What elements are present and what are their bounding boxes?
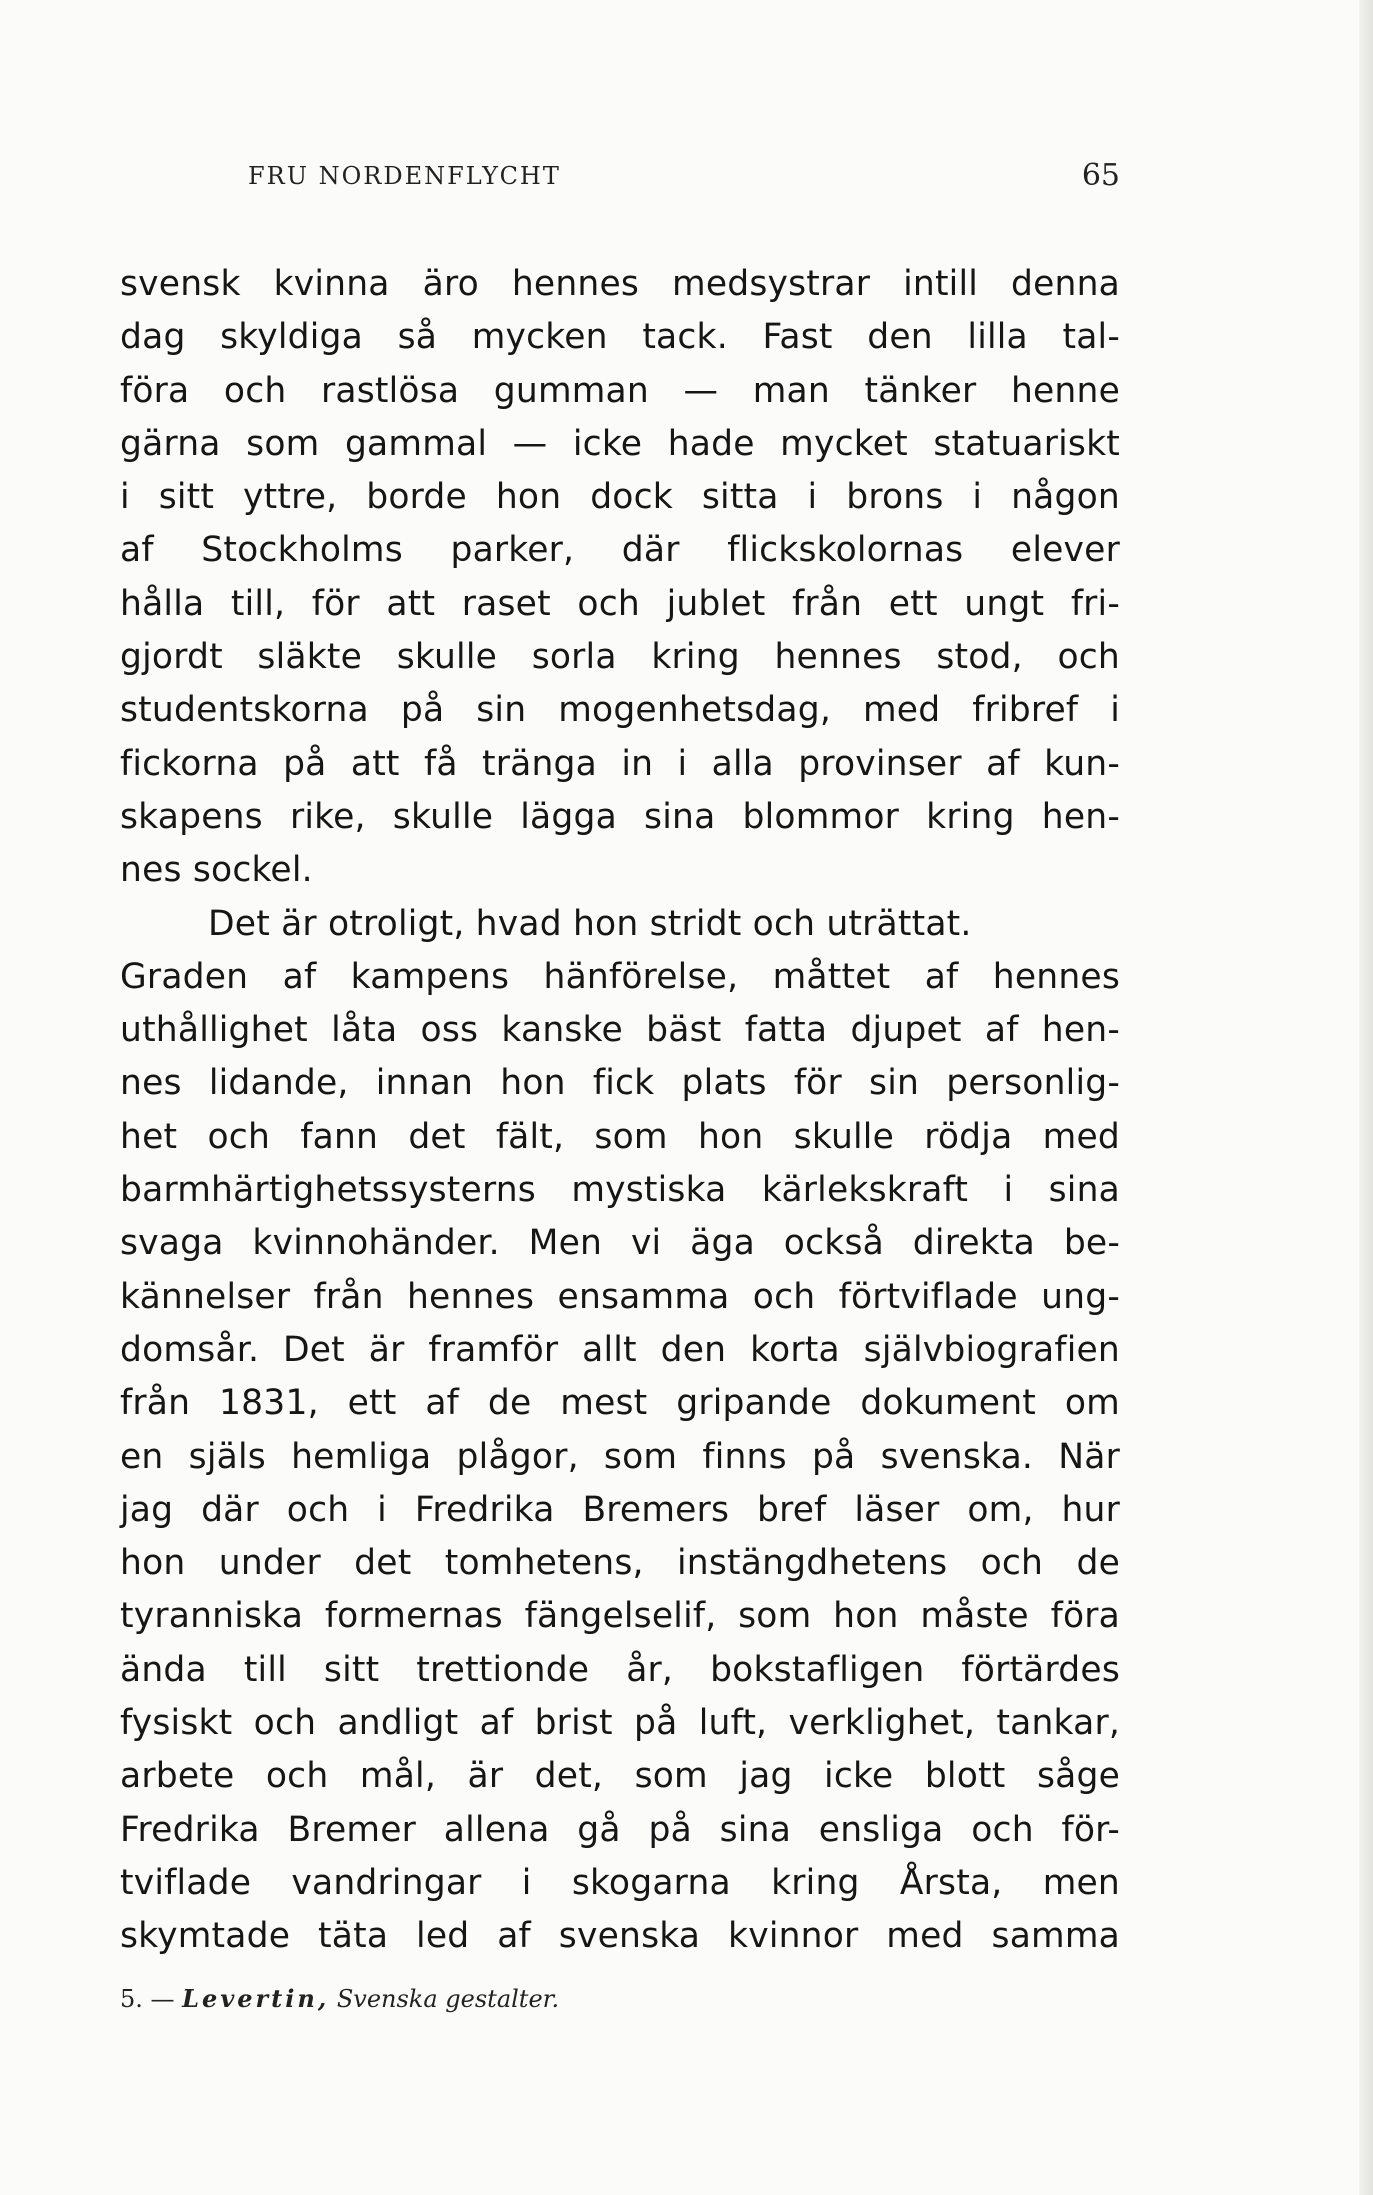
running-header: [120, 158, 1120, 198]
text-line: svaga kvinnohänder. Men vi äga också direkta be-: [120, 1223, 1120, 1264]
signature-footer: [120, 1984, 559, 2013]
text-line: studentskorna på sin mogenhetsdag, med fribref i: [120, 690, 1120, 731]
text-line: het och fann det fält, som hon skulle rödja med: [120, 1116, 1120, 1157]
text-line: en själs hemliga plågor, som finns på svenska. När: [120, 1436, 1120, 1477]
text-line: kännelser från hennes ensamma och förtviflade ung-: [120, 1276, 1120, 1317]
signature-mark: 5. —: [120, 1985, 175, 2013]
text-line: af Stockholms parker, där flickskolornas elever: [120, 530, 1120, 571]
text-line: domsår. Det är framför allt den korta självbiografien: [120, 1329, 1120, 1370]
text-line: gjordt släkte skulle sorla kring hennes stod, och: [120, 637, 1120, 678]
page-number: 65: [1081, 158, 1120, 193]
text-line: jag där och i Fredrika Bremers bref läser om, hur: [120, 1489, 1120, 1530]
text-line: arbete och mål, är det, som jag icke blott såge: [120, 1756, 1120, 1797]
running-title: FRU NORDENFLYCHT: [248, 162, 561, 190]
text-line: fysiskt och andligt af brist på luft, verklighet, tankar,: [120, 1703, 1120, 1744]
text-line: barmhärtighetssysterns mystiska kärlekskraft i sina: [120, 1170, 1120, 1211]
text-line: ända till sitt trettionde år, bokstafligen förtärdes: [120, 1649, 1120, 1690]
text-line: Graden af kampens hänförelse, måttet af hennes: [120, 956, 1120, 997]
text-line: hålla till, för att raset och jublet från ett ungt fri-: [120, 583, 1120, 624]
text-line: svensk kvinna äro hennes medsystrar intill denna: [120, 264, 1120, 304]
text-line: hon under det tomhetens, instängdhetens och de: [120, 1543, 1120, 1584]
text-line: skymtade täta led af svenska kvinnor med samma: [120, 1916, 1120, 1957]
text-line: gärna som gammal — icke hade mycket statuariskt: [120, 423, 1120, 464]
text-line: uthållighet låta oss kanske bäst fatta djupet af hen-: [120, 1010, 1120, 1051]
text-line: Fredrika Bremer allena gå på sina ensliga och för-: [120, 1809, 1120, 1850]
text-line: fickorna på att få tränga in i alla provinser af kun-: [120, 743, 1120, 784]
text-line: skapens rike, skulle lägga sina blommor kring hen-: [120, 796, 1120, 837]
text-line: nes lidande, innan hon fick plats för sin personlig-: [120, 1063, 1120, 1104]
paragraph-start-line: Det är otroligt, hvad hon stridt och uträttat.: [208, 903, 972, 944]
paragraph-end-line: nes sockel.: [120, 850, 313, 891]
footer-author: Levertin,: [182, 1984, 330, 2013]
text-line: föra och rastlösa gumman — man tänker henne: [120, 370, 1120, 411]
page-edge-shadow: [1359, 0, 1373, 2195]
text-line: dag skyldiga så mycken tack. Fast den lilla tal-: [120, 317, 1120, 358]
footer-book-title: Svenska gestalter.: [336, 1985, 560, 2013]
text-line: från 1831, ett af de mest gripande dokument om: [120, 1383, 1120, 1424]
body-text: [120, 258, 1120, 1964]
text-line: tviflade vandringar i skogarna kring Årsta, men: [120, 1862, 1120, 1903]
text-line: i sitt yttre, borde hon dock sitta i brons i någon: [120, 477, 1120, 518]
text-line: tyranniska formernas fängelselif, som hon måste föra: [120, 1596, 1120, 1637]
